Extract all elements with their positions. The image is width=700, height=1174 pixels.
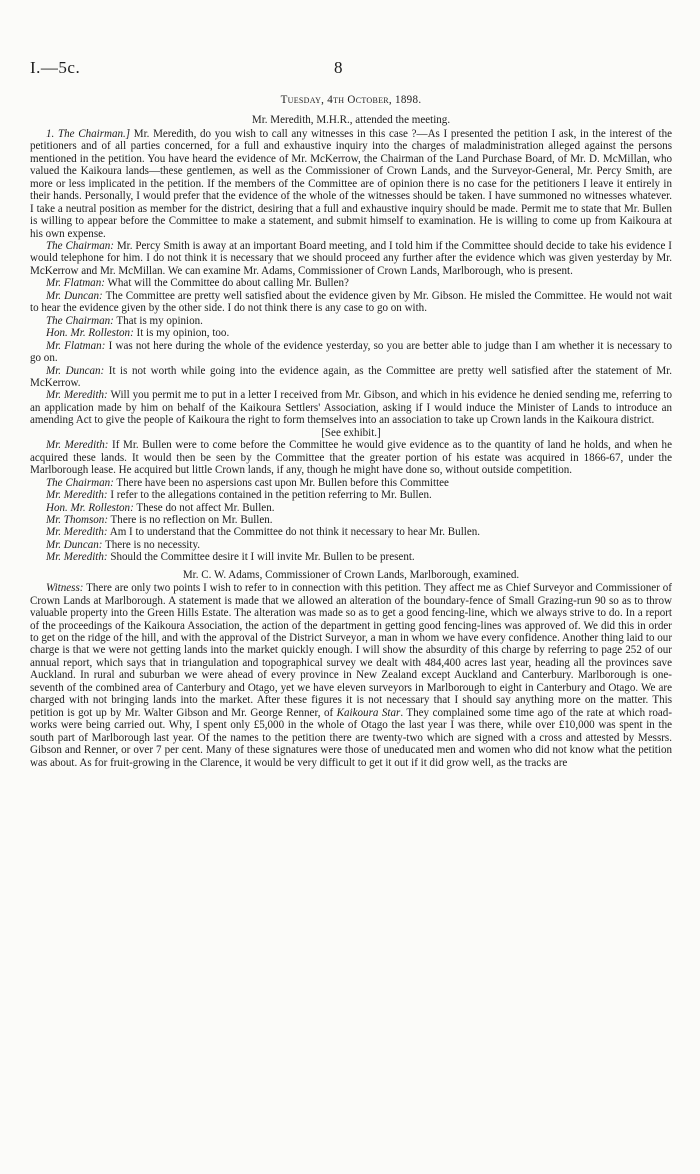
paragraph (30, 489, 672, 501)
speaker: Mr. Duncan: (46, 538, 103, 551)
paragraph-text: The Committee are pretty well satisfied about the evidence given by Mr. Gibson. He misled the Committee. He would not wait to hear the evidence given by the other side. I do not think there is any case to go on with. (30, 289, 673, 315)
paragraph-text: What will the Committee do about calling Mr. Bullen? (104, 277, 349, 290)
speaker: Mr. Flatman: (46, 277, 105, 290)
speaker: Hon. Mr. Rolleston: (46, 327, 134, 340)
paragraph (30, 315, 672, 327)
paragraph-text: These do not affect Mr. Bullen. (133, 501, 275, 514)
paragraph-text: If Mr. Bullen were to come before the Committee he would give evidence as to the quantity of land he holds, and when he acquired these lands. It would then be seen by the Committee that the greater portion of his estate was acquired in 1866-67, under the Marlborough lease. He acquired but little Crown lands, if any, though he might have done so, without outside competition. (30, 439, 672, 477)
paragraph (30, 389, 672, 426)
paragraph (30, 477, 672, 489)
paragraph-text: There is no reflection on Mr. Bullen. (108, 513, 273, 526)
speaker: Mr. Meredith: (46, 439, 109, 452)
speaker: Mr. Thomson: (46, 513, 108, 526)
paragraph (30, 539, 672, 551)
speaker: The Chairman: (46, 239, 114, 252)
speaker: Mr. Duncan: (46, 364, 105, 377)
speaker: Mr. Meredith: (46, 526, 108, 539)
paragraph (30, 240, 672, 277)
page-body (30, 94, 672, 769)
paragraph (30, 128, 672, 240)
paragraph (30, 290, 672, 315)
paragraph (30, 277, 672, 289)
document-reference: I.—5c. (30, 58, 81, 77)
paragraph (30, 514, 672, 526)
paragraph (30, 526, 672, 538)
newspaper-title: Kaikoura Star (336, 706, 401, 719)
paragraph-text: Am I to understand that the Committee do not think it necessary to hear Mr. Bullen. (107, 526, 481, 539)
paragraph (30, 327, 672, 339)
paragraph-text: There is no necessity. (102, 538, 201, 551)
paragraph-text: Will you permit me to put in a letter I received from Mr. Gibson, and which in his evidence he denied sending me, referring to an application made by him on behalf of the Kaikoura Settlers' Association, asking if I would induce the Minister of Lands to introduce an amending Act to give the people of Kaikoura the right to form themselves into an association to take up Crown lands in the Kaikoura district. (30, 389, 672, 427)
attendance-line: Mr. Meredith, M.H.R., attended the meeting. (251, 114, 451, 127)
paragraph-text: I was not here during the whole of the evidence yesterday, so you are better able to judge than I am whether it is necessary to go on. (30, 339, 672, 365)
paragraph-text: Mr. Meredith, do you wish to call any witnesses in this case ?—As I presented the petition I ask, in the interest of the petitioners and of all parties concerned, for a full and exhaustive inquiry into the charges of maladministration alleged against the persons mentioned in the petition. You have heard the evidence of Mr. McKerrow, the Chairman of the Land Purchase Board, of Mr. D. McMillan, who valued the Kaikoura lands—these gentlemen, as well as the Commissioner of Crown Lands, and the Surveyor-General, Mr. Percy Smith, are more or less implicated in the petition. If the members of the Committee are of opinion there is no case for the petitioners I leave it entirely in their hands. Personally, I would prefer that the evidence of the whole of the witnesses should be taken. I have summoned no witnesses whatever. I take a neutral position as member for the district, desiring that a full and exhaustive inquiry should be made. Permit me to state that Mr. Bullen is willing to appear before the Committee to make a statement, and submit himself to examination. He is willing to come up from Kaikoura at his own expense. (30, 127, 672, 240)
speaker: Hon. Mr. Rolleston: (46, 501, 134, 514)
paragraph-text: There have been no aspersions cast upon Mr. Bullen before this Committee (113, 476, 449, 489)
page-number: 8 (334, 58, 343, 77)
speaker: Mr. Meredith: (46, 489, 108, 502)
speaker: 1. The Chairman.] (46, 127, 131, 140)
speaker: The Chairman: (46, 314, 114, 327)
paragraph (30, 551, 672, 563)
paragraph-text: Mr. Percy Smith is away at an important Board meeting, and I told him if the Committee should decide to take his evidence I would telephone for him. I do not think it is necessary that we should proceed any further after the evidence which was given yesterday by Mr. McKerrow and Mr. McMillan. We can examine Mr. Adams, Commissioner of Crown Lands, Marlborough, who is present. (30, 239, 672, 277)
paragraph-text: . They complained some time ago of the rate at which road-works were being carried out. Why, I spent only £5,000 in the whole of Otago the last year I was there, while over £10,000 was spent in the south part of Marlborough last year. Of the names to the petition there are twenty-two which are signed with a cross and attested by Messrs. Gibson and Renner, or over 7 per cent. Many of these signatures were those of uneducated men and women who did not know what the petition was about. As for fruit-growing in the Clarence, it would be very difficult to get it out if it did grow well, as the tracks are (30, 706, 672, 769)
paragraph (30, 439, 672, 476)
paragraph-text: I refer to the allegations contained in the petition referring to Mr. Bullen. (107, 489, 432, 502)
examination-heading: Mr. C. W. Adams, Commissioner of Crown Lands, Marlborough, examined. (182, 568, 520, 581)
paragraph (30, 502, 672, 514)
paragraph (30, 365, 672, 390)
speaker: Witness: (46, 582, 84, 595)
speaker: Mr. Meredith: (46, 551, 108, 564)
exhibit-note: [See exhibit.] (321, 426, 381, 439)
date-line: Tuesday, 4th October, 1898. (280, 94, 422, 106)
speaker: Mr. Duncan: (46, 289, 103, 302)
paragraph-text: There are only two points I wish to refer to in connection with this petition. They affect me as Chief Surveyor and Commissioner of Crown Lands at Marlborough. A statement is made that we allowed an alteration of the boundary-fence of Small Grazing-run 90 so as to throw valuable property into the Green Hills Estate. The alteration was made so as to get a good fencing-line, which we always strive to do. In a report of the proceedings of the Kaikoura Association, the action of the department in getting good fencing-lines was approved of. We did this in order to get on the ridge of the hill, and with the approval of the District Surveyor, a man in whom we have every confidence. Another thing laid to our charge is that we were not getting lands into the market quickly enough. I will show the absurdity of this charge by referring to page 252 of our annual report, which says that in triangulation and topographical survey we dealt with 484,400 acres last year, heading all the provinces save Auckland. In rural and suburban we were ahead of every province in New Zealand except Auckland and Canterbury. Marlborough is one-seventh of the combined area of Canterbury and Otago, yet we have eleven surveyors in Marlborough to eight in Canterbury and Otago. We are charged with not bringing lands into the market. After these figures it is not necessary that I should say anything more on the matter. This petition is got up by Mr. Walter Gibson and Mr. George Renner, of (30, 582, 672, 719)
speaker: Mr. Flatman: (46, 339, 106, 352)
witness-paragraph (30, 582, 672, 769)
paragraph-text: Should the Committee desire it I will invite Mr. Bullen to be present. (107, 551, 415, 564)
paragraph-text: It is my opinion, too. (133, 327, 230, 340)
paragraph-text: That is my opinion. (113, 314, 203, 327)
paragraph-text: It is not worth while going into the evidence again, as the Committee are pretty well satisfied after the statement of Mr. McKerrow. (30, 364, 673, 389)
speaker: The Chairman: (46, 476, 114, 489)
speaker: Mr. Meredith: (46, 389, 108, 402)
paragraph (30, 340, 672, 365)
